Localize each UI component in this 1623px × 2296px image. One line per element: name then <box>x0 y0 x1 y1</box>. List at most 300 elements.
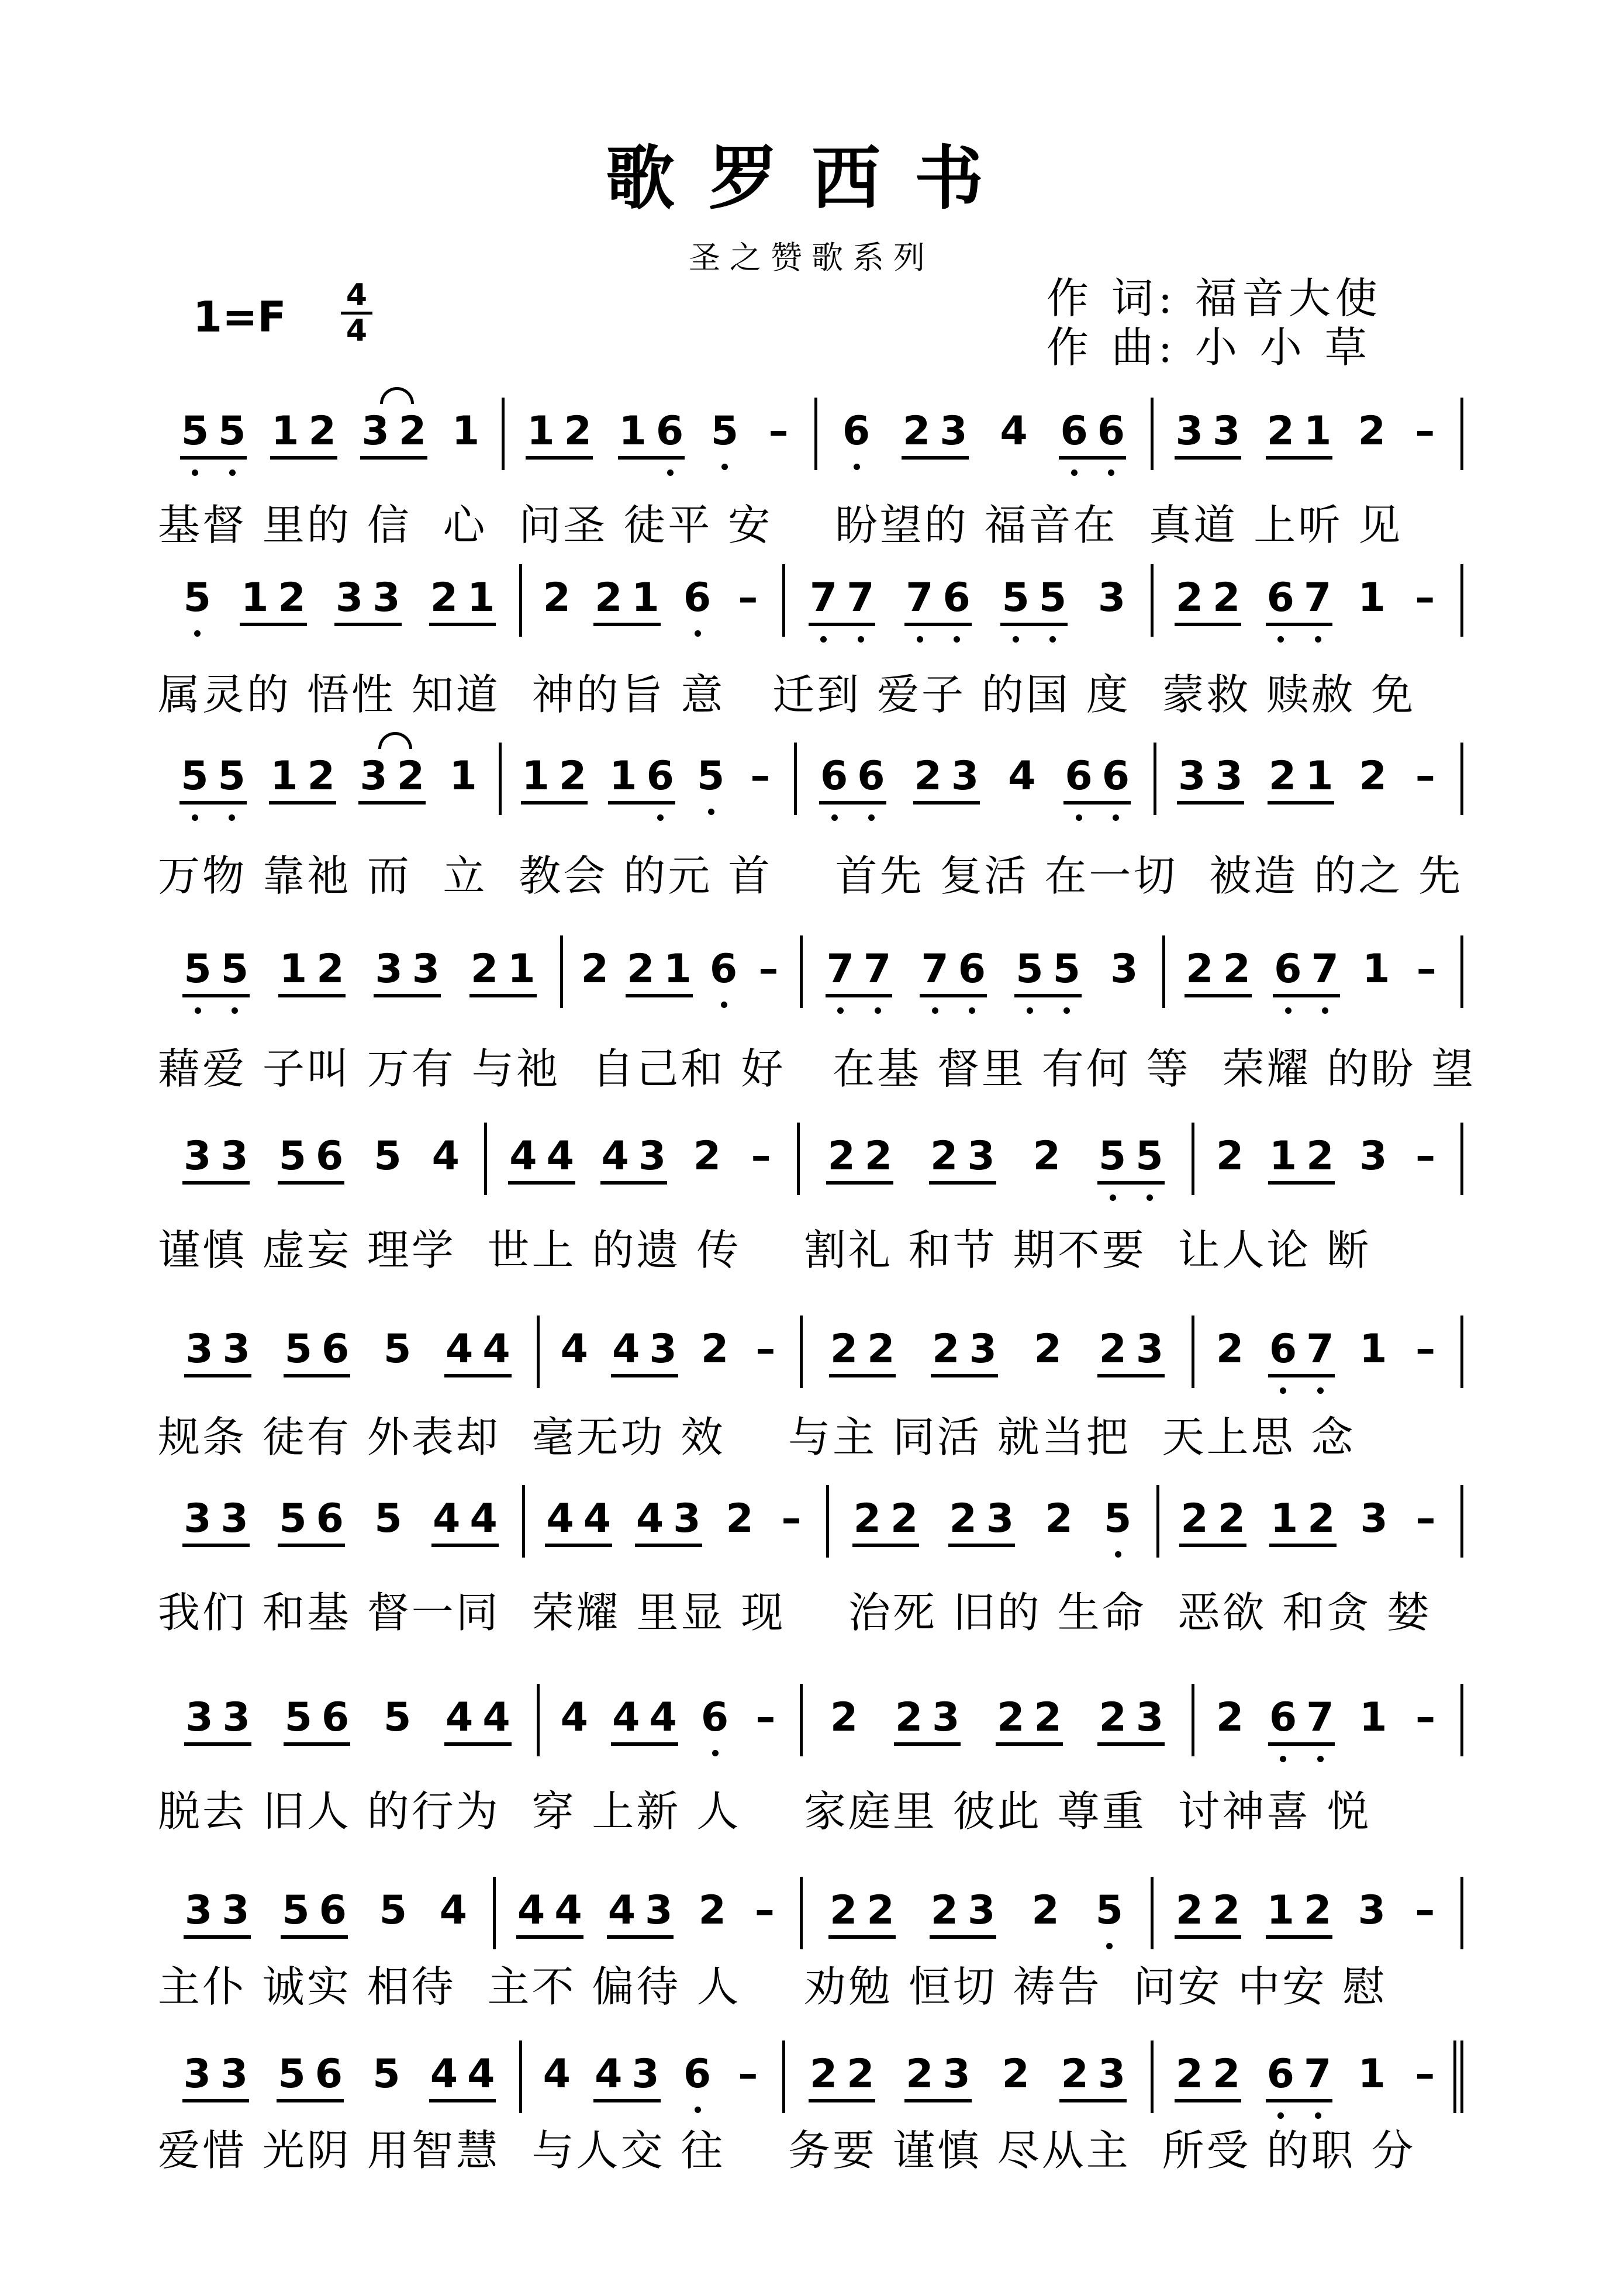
note: 2 <box>1212 1887 1241 1934</box>
note-group <box>1215 1327 1245 1372</box>
extension-dash: – <box>1415 1133 1436 1179</box>
note: 5 <box>217 753 246 799</box>
note-group <box>1357 576 1387 620</box>
note-group <box>692 1134 722 1179</box>
slur-mark <box>380 387 414 404</box>
note: 1 <box>270 753 298 799</box>
note: 7 <box>906 575 934 621</box>
beamed-note-group <box>277 2052 344 2102</box>
note: 5 <box>181 753 209 799</box>
note: 2 <box>564 408 592 454</box>
note: 2 <box>1061 2051 1089 2097</box>
note: 2 <box>1266 408 1294 454</box>
note-group <box>697 1888 727 1933</box>
beamed-note-group <box>1269 1497 1337 1547</box>
note-group <box>1000 2052 1030 2097</box>
note-group <box>1357 1888 1387 1933</box>
measure <box>795 754 1155 810</box>
measure <box>158 1327 538 1383</box>
note: 6 <box>321 1694 350 1741</box>
song-title: 歌罗西书 <box>605 137 1017 219</box>
note-group <box>431 1134 461 1179</box>
note: 6 <box>1097 408 1125 454</box>
beamed-note-group <box>948 1497 1016 1547</box>
note-group <box>1032 1134 1062 1179</box>
note: 2 <box>1175 2051 1203 2097</box>
note-group <box>1358 1134 1388 1179</box>
note: 4 <box>469 1496 498 1542</box>
barline <box>1460 1316 1463 1388</box>
note-group <box>182 576 212 620</box>
beamed-note-group <box>1175 409 1242 460</box>
note-group <box>580 947 610 992</box>
note-group <box>560 1696 589 1740</box>
beamed-note-group <box>826 947 893 997</box>
note: 6 <box>1266 575 1294 621</box>
note-group <box>765 409 793 454</box>
beamed-note-group <box>1273 947 1340 997</box>
note: 4 <box>445 1694 474 1741</box>
measure <box>1152 576 1462 632</box>
note: 2 <box>830 1326 858 1372</box>
measure <box>158 1497 523 1553</box>
note: 1 <box>1270 1496 1299 1542</box>
note-group <box>382 1696 412 1740</box>
note: 2 <box>1034 1326 1062 1372</box>
note: 4 <box>649 1694 677 1741</box>
measure <box>798 1134 1193 1190</box>
note-group <box>1094 1888 1124 1933</box>
note-group <box>754 947 782 992</box>
note: 2 <box>595 575 623 621</box>
extension-dash: – <box>755 1694 776 1741</box>
note-group <box>700 1696 730 1740</box>
note: 6 <box>942 575 971 621</box>
note: 7 <box>1303 575 1332 621</box>
note-group <box>746 754 774 799</box>
note-group <box>841 409 871 454</box>
note: 6 <box>1101 753 1130 799</box>
note: 6 <box>315 1133 344 1179</box>
note: 5 <box>710 408 739 454</box>
beamed-note-group <box>902 409 969 460</box>
note: 2 <box>1032 1133 1061 1179</box>
note: 2 <box>1212 575 1241 621</box>
note-group <box>829 1696 859 1740</box>
note: 2 <box>558 753 587 799</box>
extension-dash: – <box>1415 2051 1435 2097</box>
note: 3 <box>372 575 400 621</box>
beamed-note-group <box>600 1134 668 1185</box>
note: 2 <box>627 946 655 992</box>
beamed-note-group <box>1266 2052 1333 2102</box>
note-group <box>751 1696 779 1740</box>
note: 1 <box>507 946 536 992</box>
beamed-note-group <box>929 1134 996 1185</box>
note: 3 <box>184 1496 212 1542</box>
note: 4 <box>595 2051 623 2097</box>
beamed-note-group <box>179 754 247 805</box>
note: 4 <box>612 1694 640 1741</box>
note: 5 <box>181 408 209 454</box>
note-group <box>451 409 481 454</box>
note-group <box>373 1497 403 1541</box>
extension-dash: – <box>768 408 789 454</box>
note: 1 <box>1303 408 1332 454</box>
barline <box>1460 743 1463 815</box>
notation-line <box>0 2052 1623 2117</box>
note: 4 <box>433 1496 461 1542</box>
extension-dash: – <box>1415 1887 1435 1934</box>
beamed-note-group <box>1268 1327 1335 1377</box>
note: 4 <box>482 1694 510 1741</box>
notation-line <box>0 1497 1623 1561</box>
note: 5 <box>1104 1496 1132 1542</box>
beamed-note-group <box>607 1888 674 1939</box>
lyric-line: 主仆 诚实 相待 主不 偏待 人 劝勉 恒切 祷告 问安 中安 慰 <box>158 1962 1387 2011</box>
beamed-note-group <box>182 947 250 997</box>
measure <box>520 2052 783 2108</box>
note: 3 <box>183 2051 211 2097</box>
note: 1 <box>609 753 637 799</box>
note: 3 <box>986 1496 1014 1542</box>
note: 2 <box>430 575 458 621</box>
measure <box>538 1327 801 1383</box>
note: 3 <box>360 753 388 799</box>
note: 2 <box>1215 1326 1244 1372</box>
measure <box>1163 947 1462 1003</box>
note: 4 <box>601 1133 629 1179</box>
lyric-line: 规条 徒有 外表却 毫无功 效 与主 同活 就当把 天上思 念 <box>158 1413 1356 1462</box>
note: 5 <box>1095 1887 1123 1934</box>
note: 3 <box>375 946 403 992</box>
note: 3 <box>222 1887 250 1934</box>
final-barline <box>1460 2040 1463 2113</box>
beamed-note-group <box>593 2052 661 2102</box>
note: 6 <box>842 408 871 454</box>
beamed-note-group <box>444 1327 512 1377</box>
note: 2 <box>853 1496 881 1542</box>
note: 2 <box>1223 946 1251 992</box>
note-group <box>1411 409 1439 454</box>
note: 2 <box>316 946 344 992</box>
note: 2 <box>1175 1887 1203 1934</box>
note: 2 <box>308 408 336 454</box>
note: 3 <box>969 1326 997 1372</box>
note-group <box>1412 1497 1440 1541</box>
note: 3 <box>940 408 968 454</box>
note: 2 <box>1215 1133 1244 1179</box>
measure <box>503 409 816 465</box>
beamed-note-group <box>444 1696 512 1746</box>
note: 7 <box>1311 946 1339 992</box>
beamed-note-group <box>270 409 337 460</box>
extension-dash: – <box>750 753 771 799</box>
barline <box>1460 1684 1463 1756</box>
measure <box>1193 1327 1462 1383</box>
measure <box>158 409 503 465</box>
note: 3 <box>222 1694 250 1741</box>
beamed-note-group <box>284 1696 351 1746</box>
note: 2 <box>1212 2051 1241 2097</box>
note: 4 <box>546 1496 574 1542</box>
note: 5 <box>383 1326 412 1372</box>
note: 3 <box>222 1326 250 1372</box>
note: 1 <box>631 575 659 621</box>
beamed-note-group <box>913 754 980 805</box>
note-group <box>438 1888 468 1933</box>
measure <box>520 576 783 632</box>
key-signature: 1=F <box>193 292 286 341</box>
note: 1 <box>619 408 647 454</box>
note: 3 <box>967 1133 995 1179</box>
note-group <box>448 754 478 799</box>
note: 4 <box>517 1887 545 1934</box>
note: 5 <box>1016 946 1044 992</box>
beamed-note-group <box>996 1696 1063 1746</box>
note: 1 <box>241 575 269 621</box>
extension-dash: – <box>738 575 758 621</box>
note: 2 <box>1186 946 1214 992</box>
note: 2 <box>1307 1496 1335 1542</box>
beamed-note-group <box>278 947 346 997</box>
extension-dash: – <box>1415 408 1435 454</box>
note: 3 <box>220 1496 248 1542</box>
note: 5 <box>282 1887 310 1934</box>
note: 3 <box>1135 1694 1164 1741</box>
beamed-note-group <box>826 1134 893 1185</box>
lyricist-credit: 作 词: 福音大使 <box>1047 274 1383 323</box>
note: 3 <box>1110 946 1138 992</box>
note: 6 <box>700 1694 729 1741</box>
beamed-note-group <box>374 947 441 997</box>
note: 3 <box>1215 753 1243 799</box>
measure <box>158 1888 494 1945</box>
note: 2 <box>543 575 571 621</box>
note: 3 <box>1175 408 1203 454</box>
beamed-note-group <box>1179 1497 1246 1547</box>
note: 5 <box>374 1133 402 1179</box>
note: 2 <box>1217 1496 1246 1542</box>
beamed-note-group <box>182 1497 250 1547</box>
note: 2 <box>1034 1694 1062 1741</box>
note: 1 <box>522 753 550 799</box>
slur-mark <box>378 732 412 749</box>
note: 3 <box>185 1694 213 1741</box>
beamed-note-group <box>809 2052 876 2102</box>
note: 7 <box>863 946 892 992</box>
measure <box>827 1497 1158 1553</box>
note: 2 <box>914 753 942 799</box>
note-group <box>778 1497 806 1541</box>
measure <box>1152 409 1462 465</box>
beamed-note-group <box>1268 1696 1335 1746</box>
beamed-note-group <box>930 1888 997 1939</box>
note-group <box>724 1497 754 1541</box>
note: 2 <box>830 1887 858 1934</box>
note: 1 <box>1359 1694 1387 1741</box>
note: 3 <box>649 1326 677 1372</box>
note: 3 <box>1178 753 1206 799</box>
beamed-note-group <box>852 1497 920 1547</box>
composer-credit: 作 曲: 小 小 草 <box>1047 323 1372 372</box>
note: 4 <box>636 1496 664 1542</box>
note: 2 <box>949 1496 977 1542</box>
note: 1 <box>451 408 480 454</box>
note: 6 <box>655 408 684 454</box>
note: 7 <box>826 946 854 992</box>
note: 4 <box>543 2051 571 2097</box>
extension-dash: – <box>1415 1496 1436 1542</box>
extension-dash: – <box>738 2051 758 2097</box>
note: 3 <box>220 1133 248 1179</box>
note: 5 <box>1002 575 1030 621</box>
note: 2 <box>1002 2051 1030 2097</box>
beamed-note-group <box>429 576 496 626</box>
beamed-note-group <box>278 1497 345 1547</box>
note-group <box>1007 754 1037 799</box>
note: 3 <box>335 575 364 621</box>
note-group <box>1109 947 1139 992</box>
note-group <box>999 409 1028 454</box>
beamed-note-group <box>182 2052 250 2102</box>
beamed-note-group <box>184 1327 251 1377</box>
beamed-note-group <box>593 576 661 626</box>
beamed-note-group <box>281 1888 348 1939</box>
lyric-line: 脱去 旧人 的行为 穿 上新 人 家庭里 彼此 尊重 讨神喜 悦 <box>158 1787 1372 1836</box>
note: 2 <box>890 1496 918 1542</box>
extension-dash: – <box>1415 1326 1436 1372</box>
beamed-note-group <box>611 1327 678 1377</box>
measure <box>485 1134 798 1190</box>
note: 2 <box>997 1694 1025 1741</box>
note: 2 <box>867 1326 895 1372</box>
beamed-note-group <box>1266 576 1333 626</box>
note: 3 <box>1135 1326 1164 1372</box>
note: 5 <box>184 946 212 992</box>
measure <box>538 1696 801 1752</box>
note-group <box>696 754 726 799</box>
note-group <box>1411 1696 1439 1740</box>
note: 5 <box>697 753 725 799</box>
note: 1 <box>449 753 477 799</box>
note: 5 <box>218 408 246 454</box>
series-subtitle: 圣之赞歌系列 <box>689 239 934 276</box>
beamed-note-group <box>334 576 402 626</box>
note: 2 <box>1031 1887 1059 1934</box>
note: 3 <box>184 1887 213 1934</box>
note-group <box>1215 1134 1245 1179</box>
meter-bottom: 4 <box>346 313 368 348</box>
note-group <box>751 1888 779 1933</box>
note: 5 <box>278 1133 306 1179</box>
note-group <box>1097 576 1127 620</box>
note: 5 <box>383 1694 412 1741</box>
extension-dash: – <box>1416 946 1436 992</box>
beamed-note-group <box>1266 1888 1333 1939</box>
beamed-note-group <box>1097 1327 1165 1377</box>
note: 4 <box>560 1326 588 1372</box>
beamed-note-group <box>904 2052 972 2102</box>
note: 1 <box>1266 1887 1294 1934</box>
beamed-note-group <box>608 754 675 805</box>
lyric-line: 基督 里的 信 心 问圣 徒平 安 盼望的 福音在 真道 上听 见 <box>158 500 1403 550</box>
note: 6 <box>319 1887 347 1934</box>
beamed-note-group <box>469 947 537 997</box>
note: 6 <box>820 753 848 799</box>
note: 3 <box>967 1887 996 1934</box>
measure <box>1152 2052 1462 2108</box>
note-group <box>1044 1497 1073 1541</box>
note-group <box>1103 1497 1132 1541</box>
beamed-note-group <box>1097 1134 1165 1185</box>
note: 2 <box>1099 1694 1127 1741</box>
note: 5 <box>1135 1133 1163 1179</box>
note: 1 <box>467 575 495 621</box>
note: 6 <box>683 575 712 621</box>
measure <box>158 947 561 1003</box>
measure <box>158 1696 538 1752</box>
measure <box>158 1134 485 1190</box>
note-group <box>1413 947 1441 992</box>
note: 6 <box>709 946 738 992</box>
note-group <box>751 1327 779 1372</box>
note: 6 <box>683 2051 712 2097</box>
note: 6 <box>958 946 986 992</box>
note: 3 <box>361 408 389 454</box>
note-group <box>734 2052 762 2097</box>
beamed-note-group <box>521 754 588 805</box>
extension-dash: – <box>758 946 779 992</box>
measure <box>523 1497 827 1553</box>
barline <box>1460 564 1463 637</box>
measure <box>1158 1497 1462 1553</box>
lyric-line: 藉爱 子叫 万有 与祂 自己和 好 在基 督里 有何 等 荣耀 的盼 望 <box>158 1044 1476 1093</box>
note-group <box>382 1327 412 1372</box>
note: 5 <box>183 575 211 621</box>
beamed-note-group <box>184 1888 251 1939</box>
note: 2 <box>932 1326 960 1372</box>
barline <box>1460 1877 1463 1949</box>
note: 1 <box>527 408 555 454</box>
note: 3 <box>638 1133 667 1179</box>
beamed-note-group <box>284 1327 351 1377</box>
beamed-note-group <box>278 1134 345 1185</box>
note: 3 <box>1360 1496 1388 1542</box>
note: 3 <box>1358 1887 1386 1934</box>
note-group <box>1411 1134 1439 1179</box>
measure <box>1193 1134 1462 1190</box>
note: 2 <box>827 1133 855 1179</box>
note: 2 <box>866 1887 895 1934</box>
note-group <box>1032 1327 1062 1372</box>
note-group <box>747 1134 775 1179</box>
notation-line <box>0 947 1623 1011</box>
beamed-note-group <box>819 754 886 805</box>
note: 1 <box>1362 946 1390 992</box>
note: 3 <box>1359 1133 1387 1179</box>
notation-line <box>0 1696 1623 1760</box>
note: 2 <box>1099 1326 1127 1372</box>
note: 2 <box>902 408 931 454</box>
note: 1 <box>664 946 692 992</box>
extension-dash: – <box>751 1133 771 1179</box>
beamed-note-group <box>1063 754 1131 805</box>
note: 3 <box>412 946 440 992</box>
note: 5 <box>1052 946 1080 992</box>
note: 7 <box>921 946 949 992</box>
note-group <box>371 2052 401 2097</box>
